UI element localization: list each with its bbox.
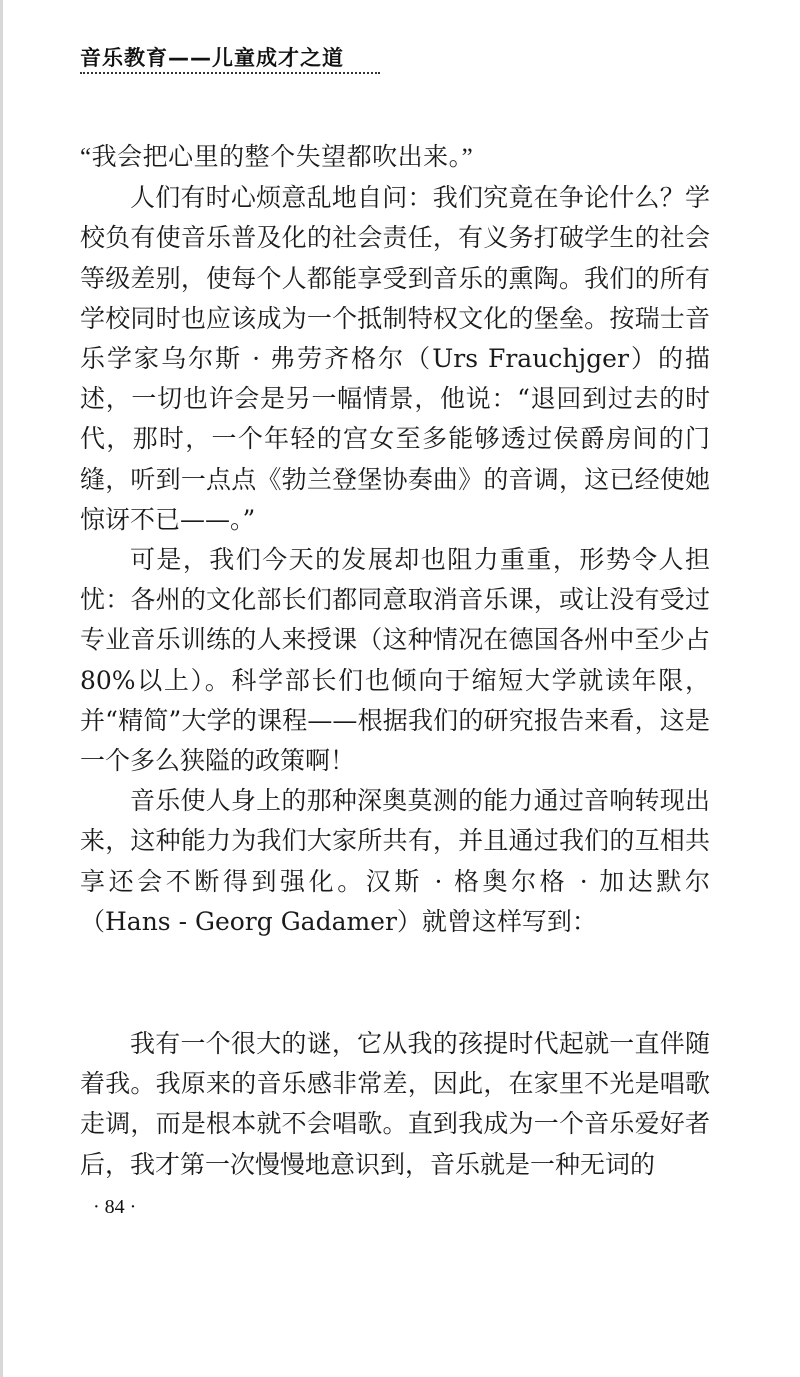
running-header: 音乐教育——儿童成才之道 <box>80 46 344 70</box>
paragraph: 音乐使人身上的那种深奥莫测的能力通过音响转现出来，这种能力为我们大家所共有，并且通过我们的互相共享还会不断得到强化。汉斯 · 格奥尔格 · 加达默尔（Hans - Georg Gadamer）就曾这样写到： <box>80 786 710 936</box>
paragraph: 可是，我们今天的发展却也阻力重重，形势令人担忧：各州的文化部长们都同意取消音乐课，或让没有受过专业音乐训练的人来授课（这种情况在德国各州中至少占80%以上）。科学部长们也倾向于缩短大学就读年限，并“精简”大学的课程——根据我们的研究报告来看，这是一个多么狭隘的政策啊！ <box>80 545 710 776</box>
quote-continuation: “我会把心里的整个失望都吹出来。” <box>80 144 474 171</box>
page-number: · 84 · <box>93 1196 137 1218</box>
page-edge-line <box>0 0 3 1377</box>
header-dotted-rule <box>80 72 380 74</box>
paragraph: 人们有时心烦意乱地自问：我们究竟在争论什么？学校负有使音乐普及化的社会责任，有义务打破学生的社会等级差别，使每个人都能享受到音乐的熏陶。我们的所有学校同时也应该成为一个抵制特权文化的堡垒。按瑞士音乐学家乌尔斯 · 弗劳齐格尔（Urs Frauchjger）的描述，一切也许会是另一幅情景，他说：“退回到过去的时代，那时，一个年轻的宫女至多能够透过侯爵房间的门缝，听到一点点《勃兰登堡协奏曲》的音调，这已经使她惊讶不已——。” <box>80 183 710 534</box>
main-text <box>80 138 710 942</box>
block-quote: 我有一个很大的谜，它从我的孩提时代起就一直伴随着我。我原来的音乐感非常差，因此，在家里不光是唱歌走调，而是根本就不会唱歌。直到我成为一个音乐爱好者后，我才第一次慢慢地意识到，音乐就是一种无词的 <box>80 1031 710 1179</box>
